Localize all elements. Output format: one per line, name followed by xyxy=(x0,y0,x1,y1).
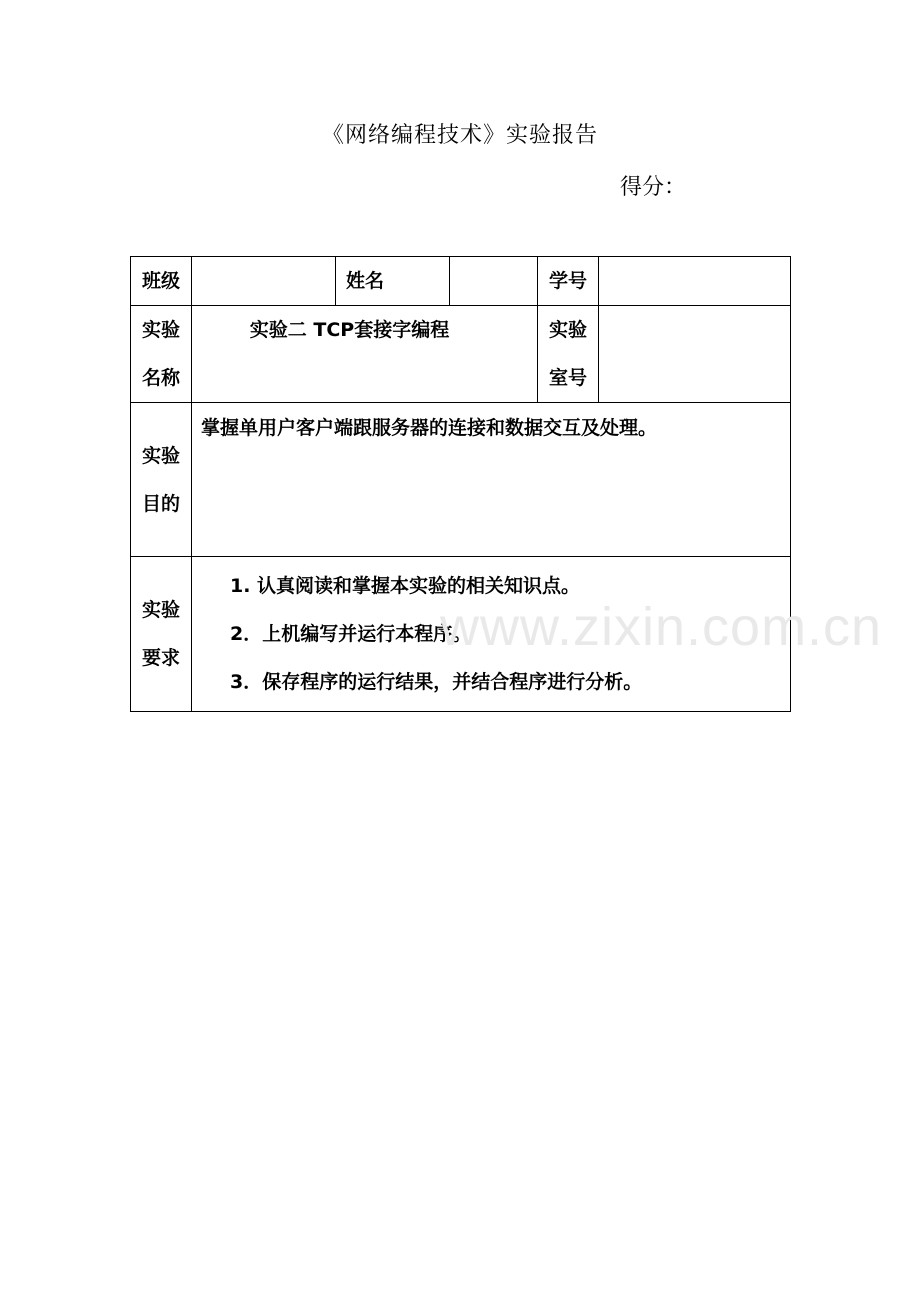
experiment-name-label-line2: 名称 xyxy=(141,367,180,389)
experiment-name-value: 实验二 TCP套接字编程 xyxy=(192,306,538,403)
experiment-report-table xyxy=(130,256,791,712)
lab-room-label-line1: 实验 xyxy=(548,319,587,341)
experiment-name-label xyxy=(131,306,192,403)
table-row-requirements xyxy=(131,557,791,712)
lab-room-label xyxy=(538,306,599,403)
name-value-cell[interactable] xyxy=(450,257,538,306)
student-id-label: 学号 xyxy=(538,257,599,306)
class-value-cell[interactable] xyxy=(192,257,336,306)
class-label: 班级 xyxy=(131,257,192,306)
purpose-label xyxy=(131,403,192,557)
experiment-name-label-line1: 实验 xyxy=(141,319,180,341)
lab-room-label-line2: 室号 xyxy=(548,367,587,389)
document-title: 《网络编程技术》实验报告 xyxy=(321,123,598,148)
table-row-basic-info xyxy=(131,257,791,306)
requirements-label xyxy=(131,557,192,712)
name-label: 姓名 xyxy=(336,257,450,306)
requirement-item: 1. 认真阅读和掌握本实验的相关知识点。 xyxy=(230,575,581,597)
lab-room-value-cell[interactable] xyxy=(599,306,791,403)
student-id-value-cell[interactable] xyxy=(599,257,791,306)
requirements-list xyxy=(192,557,791,712)
requirements-label-line1: 实验 xyxy=(141,599,180,621)
purpose-label-line1: 实验 xyxy=(141,444,180,467)
requirements-label-line2: 要求 xyxy=(141,647,180,669)
watermark: www.zixin.com.cn xyxy=(440,597,883,657)
purpose-value: 掌握单用户客户端跟服务器的连接和数据交互及处理。 xyxy=(192,403,791,557)
table-row-purpose xyxy=(131,403,791,557)
requirement-item: 3．保存程序的运行结果，并结合程序进行分析。 xyxy=(230,671,643,693)
requirement-item: 2．上机编写并运行本程序。 xyxy=(230,623,472,645)
score-label: 得分： xyxy=(620,175,687,200)
table-row-experiment-name xyxy=(131,306,791,403)
purpose-label-line2: 目的 xyxy=(141,492,180,515)
